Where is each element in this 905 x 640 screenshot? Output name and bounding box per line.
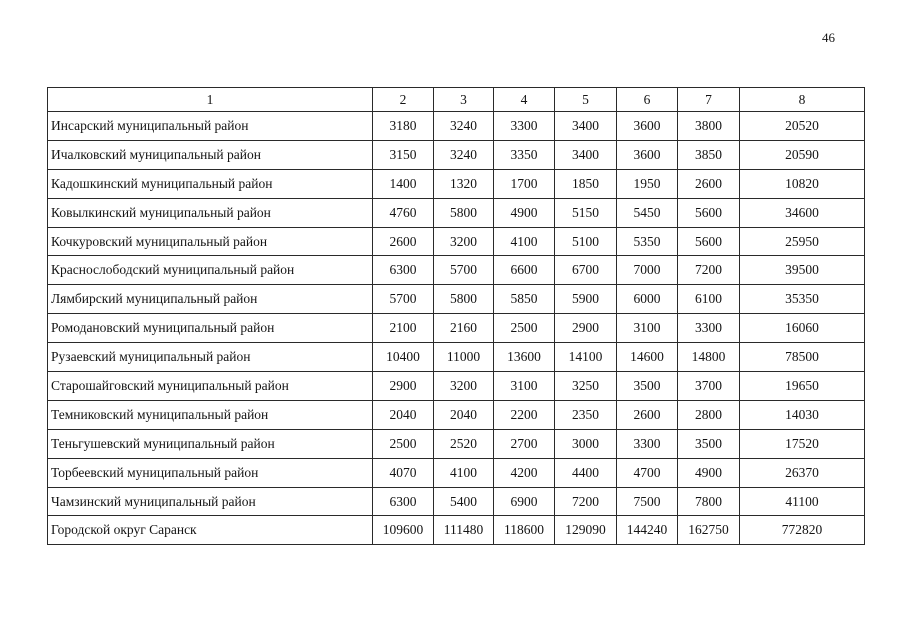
value-cell: 2040 [373, 400, 434, 429]
value-cell: 16060 [740, 314, 865, 343]
table-row [48, 487, 865, 516]
table-row [48, 372, 865, 401]
row-label-cell: Теньгушевский муниципальный район [48, 429, 373, 458]
value-cell: 6100 [678, 285, 740, 314]
table-row [48, 285, 865, 314]
value-cell: 6300 [373, 487, 434, 516]
table-row [48, 169, 865, 198]
value-cell: 14600 [617, 343, 678, 372]
value-cell: 129090 [555, 516, 617, 545]
column-header: 4 [494, 88, 555, 112]
column-header: 2 [373, 88, 434, 112]
row-label-cell: Старошайговский муниципальный район [48, 372, 373, 401]
value-cell: 19650 [740, 372, 865, 401]
value-cell: 2100 [373, 314, 434, 343]
value-cell: 2350 [555, 400, 617, 429]
row-label-cell: Торбеевский муниципальный район [48, 458, 373, 487]
value-cell: 7200 [678, 256, 740, 285]
value-cell: 111480 [434, 516, 494, 545]
value-cell: 3240 [434, 112, 494, 141]
value-cell: 7200 [555, 487, 617, 516]
table-row [48, 516, 865, 545]
value-cell: 5900 [555, 285, 617, 314]
table-row [48, 458, 865, 487]
data-table [47, 87, 865, 545]
value-cell: 109600 [373, 516, 434, 545]
value-cell: 3100 [494, 372, 555, 401]
row-label-cell: Ичалковский муниципальный район [48, 140, 373, 169]
value-cell: 5800 [434, 285, 494, 314]
value-cell: 10820 [740, 169, 865, 198]
value-cell: 162750 [678, 516, 740, 545]
value-cell: 14800 [678, 343, 740, 372]
row-label-cell: Ковылкинский муниципальный район [48, 198, 373, 227]
value-cell: 78500 [740, 343, 865, 372]
value-cell: 34600 [740, 198, 865, 227]
value-cell: 5850 [494, 285, 555, 314]
value-cell: 4100 [434, 458, 494, 487]
row-label-cell: Лямбирский муниципальный район [48, 285, 373, 314]
value-cell: 39500 [740, 256, 865, 285]
column-header: 6 [617, 88, 678, 112]
value-cell: 2200 [494, 400, 555, 429]
value-cell: 5700 [373, 285, 434, 314]
value-cell: 2040 [434, 400, 494, 429]
value-cell: 4900 [494, 198, 555, 227]
column-header: 8 [740, 88, 865, 112]
value-cell: 3500 [617, 372, 678, 401]
value-cell: 25950 [740, 227, 865, 256]
column-header: 5 [555, 88, 617, 112]
row-label-cell: Инсарский муниципальный район [48, 112, 373, 141]
value-cell: 3300 [678, 314, 740, 343]
row-label-cell: Городской округ Саранск [48, 516, 373, 545]
value-cell: 10400 [373, 343, 434, 372]
value-cell: 5100 [555, 227, 617, 256]
value-cell: 2600 [617, 400, 678, 429]
value-cell: 2700 [494, 429, 555, 458]
value-cell: 3600 [617, 140, 678, 169]
table-row [48, 112, 865, 141]
page-number: 46 [822, 30, 835, 45]
value-cell: 5400 [434, 487, 494, 516]
value-cell: 2900 [555, 314, 617, 343]
table-header-row [48, 88, 865, 112]
value-cell: 14100 [555, 343, 617, 372]
value-cell: 3300 [617, 429, 678, 458]
value-cell: 144240 [617, 516, 678, 545]
value-cell: 3600 [617, 112, 678, 141]
value-cell: 41100 [740, 487, 865, 516]
value-cell: 5700 [434, 256, 494, 285]
column-header: 7 [678, 88, 740, 112]
value-cell: 20590 [740, 140, 865, 169]
value-cell: 4760 [373, 198, 434, 227]
column-header: 3 [434, 88, 494, 112]
value-cell: 4100 [494, 227, 555, 256]
row-label-cell: Кадошкинский муниципальный район [48, 169, 373, 198]
value-cell: 13600 [494, 343, 555, 372]
value-cell: 17520 [740, 429, 865, 458]
row-label-cell: Краснослободский муниципальный район [48, 256, 373, 285]
value-cell: 3150 [373, 140, 434, 169]
row-label-cell: Ромодановский муниципальный район [48, 314, 373, 343]
value-cell: 3350 [494, 140, 555, 169]
value-cell: 2900 [373, 372, 434, 401]
value-cell: 5600 [678, 198, 740, 227]
value-cell: 3180 [373, 112, 434, 141]
value-cell: 2160 [434, 314, 494, 343]
value-cell: 6700 [555, 256, 617, 285]
value-cell: 3200 [434, 227, 494, 256]
value-cell: 2600 [678, 169, 740, 198]
value-cell: 6600 [494, 256, 555, 285]
value-cell: 5450 [617, 198, 678, 227]
table-row [48, 343, 865, 372]
table-row [48, 314, 865, 343]
table-row [48, 227, 865, 256]
value-cell: 6000 [617, 285, 678, 314]
value-cell: 7000 [617, 256, 678, 285]
value-cell: 3250 [555, 372, 617, 401]
value-cell: 3300 [494, 112, 555, 141]
value-cell: 1850 [555, 169, 617, 198]
value-cell: 1700 [494, 169, 555, 198]
value-cell: 11000 [434, 343, 494, 372]
value-cell: 5350 [617, 227, 678, 256]
row-label-cell: Темниковский муниципальный район [48, 400, 373, 429]
value-cell: 4070 [373, 458, 434, 487]
value-cell: 3700 [678, 372, 740, 401]
value-cell: 14030 [740, 400, 865, 429]
value-cell: 6300 [373, 256, 434, 285]
table-row [48, 400, 865, 429]
value-cell: 20520 [740, 112, 865, 141]
table-row [48, 198, 865, 227]
row-label-cell: Рузаевский муниципальный район [48, 343, 373, 372]
value-cell: 26370 [740, 458, 865, 487]
value-cell: 4400 [555, 458, 617, 487]
row-label-cell: Чамзинский муниципальный район [48, 487, 373, 516]
table-row [48, 429, 865, 458]
value-cell: 3200 [434, 372, 494, 401]
value-cell: 5800 [434, 198, 494, 227]
value-cell: 1320 [434, 169, 494, 198]
value-cell: 4200 [494, 458, 555, 487]
value-cell: 2800 [678, 400, 740, 429]
value-cell: 3100 [617, 314, 678, 343]
value-cell: 1950 [617, 169, 678, 198]
value-cell: 118600 [494, 516, 555, 545]
value-cell: 6900 [494, 487, 555, 516]
value-cell: 3400 [555, 112, 617, 141]
table-row [48, 256, 865, 285]
column-header: 1 [48, 88, 373, 112]
value-cell: 4700 [617, 458, 678, 487]
value-cell: 3850 [678, 140, 740, 169]
value-cell: 3500 [678, 429, 740, 458]
row-label-cell: Кочкуровский муниципальный район [48, 227, 373, 256]
value-cell: 7500 [617, 487, 678, 516]
table-row [48, 140, 865, 169]
value-cell: 35350 [740, 285, 865, 314]
value-cell: 2500 [373, 429, 434, 458]
value-cell: 7800 [678, 487, 740, 516]
value-cell: 5600 [678, 227, 740, 256]
value-cell: 2520 [434, 429, 494, 458]
value-cell: 1400 [373, 169, 434, 198]
value-cell: 3240 [434, 140, 494, 169]
value-cell: 3400 [555, 140, 617, 169]
value-cell: 4900 [678, 458, 740, 487]
value-cell: 772820 [740, 516, 865, 545]
value-cell: 5150 [555, 198, 617, 227]
value-cell: 3800 [678, 112, 740, 141]
value-cell: 2600 [373, 227, 434, 256]
value-cell: 2500 [494, 314, 555, 343]
value-cell: 3000 [555, 429, 617, 458]
